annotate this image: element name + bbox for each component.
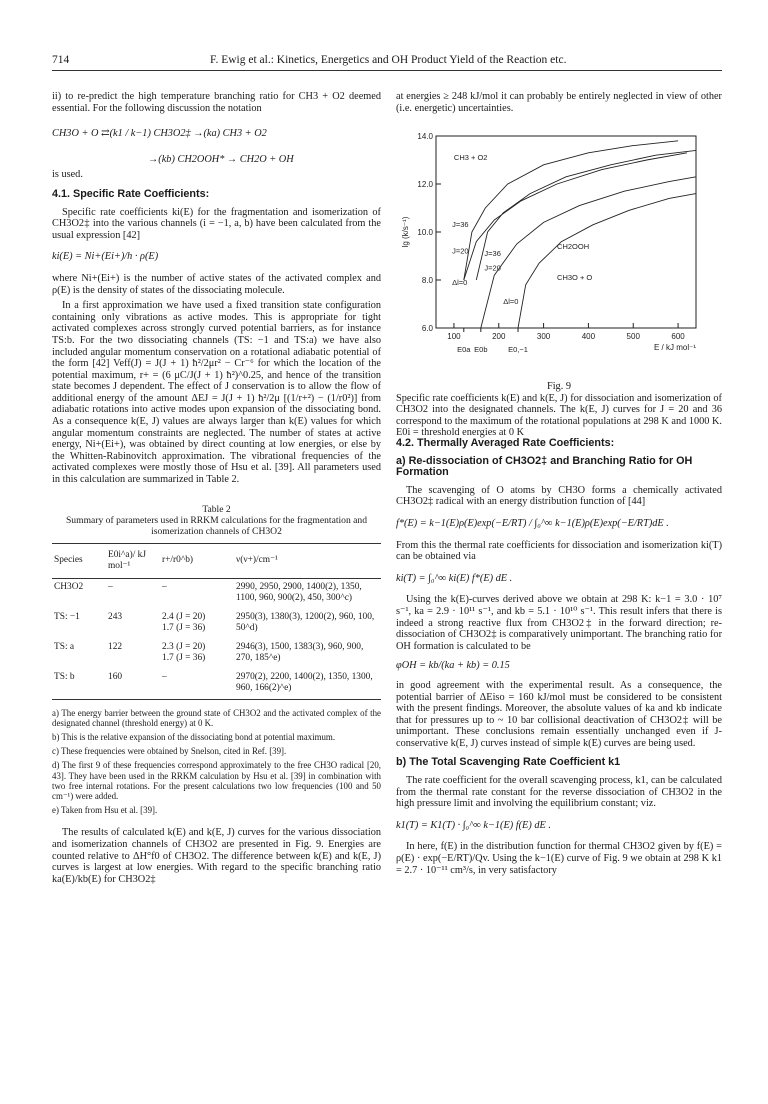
parameters-table <box>52 543 381 700</box>
x-tick-label: 300 <box>536 332 551 341</box>
y-tick-label: 12.0 <box>417 180 433 189</box>
paragraph: The results of calculated k(E) and k(E, J) curves for the various dissociation and isomerization channels of CH3O2 are presented in Fig. 9. Energies are counted relative to ΔH°f0 of CH3O2. The difference between k(E) and k(E, J) curves is largest at low energies. With regard to the specific branching ratio ka(E)/kb(E) for CH3O2‡ <box>52 827 381 885</box>
left-column <box>52 91 381 889</box>
threshold-label: E0,−1 <box>508 345 528 354</box>
page-number: 714 <box>52 54 70 66</box>
x-tick-label: 400 <box>581 332 596 341</box>
series-line <box>476 150 696 280</box>
table-cell: TS: −1 <box>54 611 80 622</box>
table-number: Table 2 <box>202 503 231 515</box>
curve-label: CH3 + O2 <box>453 153 488 162</box>
y-tick-label: 14.0 <box>417 132 433 141</box>
paragraph: Using the k(E)-curves derived above we obtain at 298 K: k−1 = 3.0 · 10⁷ s⁻¹, ka = 2.9 · 10¹¹ s⁻¹, and kb = 5.1 · 10¹⁰ s⁻¹. This result infers that there is indeed a strong reactive flux from CH3O2‡ in the forward direction; re-dissociation of CH3O2‡ is comparatively unimportant. The branching ratio for OH formation is calculated to be <box>396 594 722 652</box>
table-cell: 160 <box>106 669 160 700</box>
series-line <box>464 153 687 280</box>
paragraph: In here, f(E) in the distribution function for thermal CH3O2 given by f(E) = ρ(E) · exp(−E/RT)/Qv. Using the k−1(E) curve of Fig. 9 we obtain at 298 K k1 = 2.7 · 10⁻¹¹ cm³/s, in very satisfactory <box>396 841 722 876</box>
subsection-heading: a) Re-dissociation of CH3O2‡ and Branching Ratio for OH Formation <box>396 454 693 479</box>
formula-f-star: f*(E) = k−1(E)ρ(E)exp(−E/RT) / ∫₀^∞ k−1(E)ρ(E)exp(−E/RT)dE . <box>396 517 669 529</box>
series-line <box>464 141 678 280</box>
series-line <box>518 194 696 328</box>
x-axis-label: E / kJ mol⁻¹ <box>653 343 696 352</box>
table-title <box>52 504 381 537</box>
paragraph: From this the thermal rate coefficients for dissociation and isomerization ki(T) can be obtained via <box>396 539 722 563</box>
y-tick-label: 6.0 <box>421 324 433 333</box>
curve-label: Δl=0 <box>452 277 468 287</box>
figure-caption-text: Specific rate coefficients k(E) and k(E, J) for dissociation and isomerization of CH3O2 into the designated channels. The k(E, J) curves for J = 20 and 36 correspond to the maximum of the rotational populations at 298 K and 1000 K. E0i = threshold energies at 0 K <box>396 392 723 439</box>
paragraph: In a first approximation we have used a fixed transition state configuration containing only vibrations as active modes. This is appropriate for tight activated complexes across strongly curved potential barriers, as for instance TS:b. For the two dissociating channels (TS: −1 and TS:a) we have also included angular momentum conservation on a rotational adiabatic potential of the form [42] Veff(J) = J(J + 1) ħ²/2μr² − Cr⁻⁶ for which the location of the potential maximum, r+ = (6 μC/J(J + 1) ħ²)^0.25, and hence of the transition state becomes J dependent. The effect of J conservation is to allow the flow of additional energy of the amount ΔEJ = J(J + 1) ħ²/2μ [(1/r+²) − (1/r0²)] from adiabatic rotations into active modes upon expansion of the dissociating bond. As a consequence k(E, J) values are always larger than k(E) values for which angular momentum constraints are neglected. The number of states at active energy, Ni+(Ei+), was obtained by direct counting at low energies, or else by the Whitten-Rabinovitch approximation. The vibrational frequencies of the activated complexes were mostly those of Hsu et al. [39]. All parameters used in this calculation are summarized in Table 2. <box>52 300 381 486</box>
paragraph: The scavenging of O atoms by CH3O forms a chemically activated CH3O2‡ radical with an energy distribution function of [44] <box>396 484 722 508</box>
plot-frame <box>436 136 696 328</box>
table-cell: – <box>108 581 113 592</box>
table-cell: TS: b <box>52 669 106 700</box>
footnote: e) Taken from Hsu et al. [39]. <box>52 805 158 816</box>
footnote: c) These frequencies were obtained by Snelson, cited in Ref. [39]. <box>52 746 287 757</box>
figure-number: Fig. 9 <box>546 381 572 392</box>
table-cell: 122 <box>108 641 123 652</box>
table-cell: – <box>160 669 234 700</box>
paragraph: where Ni+(Ei+) is the number of active states of the activated complex and ρ(E) is the density of states of the dissociating molecule. <box>52 272 381 296</box>
formula-ki: ki(E) = Ni+(Ei+)/h · ρ(E) <box>52 251 159 263</box>
figure-9 <box>396 128 723 439</box>
table-cell: 2.4 (J = 20) 1.7 (J = 36) <box>162 611 206 633</box>
table-header: E0i^a)/ kJ mol⁻¹ <box>106 543 160 578</box>
table-cell: 2946(3), 1500, 1383(3), 960, 900, 270, 185^e) <box>236 641 364 663</box>
right-column <box>396 91 722 118</box>
table-cell: TS: a <box>54 641 75 652</box>
table-row <box>52 609 381 639</box>
table-cell: CH3O2 <box>54 581 84 592</box>
running-header <box>52 54 722 71</box>
table-row <box>52 669 381 700</box>
curve-label: J=36 <box>452 220 469 230</box>
curve-label: CH2OOH <box>557 241 590 251</box>
x-tick-label: 500 <box>626 332 640 341</box>
table-row <box>52 578 381 609</box>
reaction-scheme-line-2: →(kb) CH2OOH* → CH2O + OH <box>148 153 294 165</box>
reaction-scheme-line-1: CH3O + O ⇄(k1 / k−1) CH3O2‡ →(ka) CH3 + O2 <box>52 128 267 140</box>
table-caption: Summary of parameters used in RRKM calculations for the fragmentation and isomerization channels of CH3O2 <box>65 514 368 537</box>
footnote: d) The first 9 of these frequencies correspond approximately to the free CH3O radical [20, 43]. They have been used in the RRKM calculation by Hsu et al. [39] in combination with two free internal rotations. For the present calculations two low frequencies (100 and 50 cm⁻¹) were added. <box>52 760 381 802</box>
paragraph: ii) to re-predict the high temperature branching ratio for CH3 + O2 deemed essential. For the following discussion the notation <box>52 91 381 114</box>
threshold-label: E0a <box>457 345 471 354</box>
table-cell: 2970(2), 2200, 1400(2), 1350, 1300, 960, 166(2)^e) <box>234 669 381 700</box>
footnote: b) This is the relative expansion of the dissociating bond at potential maximum. <box>52 732 336 743</box>
table-row <box>52 639 381 669</box>
table-cell: 2990, 2950, 2900, 1400(2), 1350, 1100, 960, 900(2), 450, 300^c) <box>236 581 362 603</box>
x-tick-label: 200 <box>492 332 506 341</box>
footnote: a) The energy barrier between the ground state of CH3O2 and the activated complex of the designated channel (threshold energy) at 0 K. <box>52 707 381 728</box>
paragraph: at energies ≥ 248 kJ/mol it can probably be entirely neglected in view of other (i.e. energetic) uncertainties. <box>396 91 722 114</box>
threshold-label: E0b <box>474 345 488 354</box>
paragraph: The rate coefficient for the overall scavenging process, k1, can be calculated from the thermal rate constant for the reverse dissociation of CH3O2 in the high pressure limit and involving the equilibrium constant; viz. <box>396 775 722 810</box>
table-header: ν(ν+)/cm⁻¹ <box>234 543 381 578</box>
y-tick-label: 10.0 <box>417 228 433 237</box>
table-cell: 2950(3), 1380(3), 1200(2), 960, 100, 50^d) <box>236 611 375 633</box>
table-header: Species <box>52 543 106 578</box>
table-cell: 243 <box>108 611 123 622</box>
curve-label: J=20 <box>484 263 501 273</box>
section-heading: 4.2. Thermally Averaged Rate Coefficients: <box>396 437 615 449</box>
right-column-lower <box>396 430 722 880</box>
formula-ki-t: ki(T) = ∫₀^∞ ki(E) f*(E) dE . <box>396 572 513 584</box>
formula-phi-oh: φOH = kb/(ka + kb) = 0.15 <box>396 660 510 672</box>
curve-label: CH3O + O <box>557 273 593 282</box>
x-tick-label: 100 <box>447 332 461 341</box>
y-tick-label: 8.0 <box>421 276 433 285</box>
rate-coefficient-chart <box>396 128 722 372</box>
formula-k1: k1(T) = K1(T) · ∫₀^∞ k−1(E) f(E) dE . <box>396 819 551 831</box>
table-header: r+/r0^b) <box>160 543 234 578</box>
curve-label: Δl=0 <box>503 297 519 306</box>
table-footnotes <box>52 708 381 816</box>
paragraph: in good agreement with the experimental result. As a consequence, the potential barrier of ΔEiso = 160 kJ/mol must be considered to be consistent with the present findings. Moreover, the absolute values of ka and kb indicate that for pressures up to ~ 10 bar collisional deactivation of CH3O2‡ will be unimportant. These conclusions remain essentially unchanged even if J-conservative k(E, J) curves instead of simple k(E) curves are being used. <box>396 679 722 749</box>
section-heading: 4.1. Specific Rate Coefficients: <box>52 187 210 200</box>
table-cell: 2.3 (J = 20) 1.7 (J = 36) <box>162 641 206 663</box>
running-title: F. Ewig et al.: Kinetics, Energetics and OH Product Yield of the Reaction etc. <box>210 54 567 66</box>
curve-label: J=36 <box>484 249 501 258</box>
paragraph: is used. <box>52 169 83 181</box>
paragraph: Specific rate coefficients ki(E) for the fragmentation and isomerization of CH3O2‡ into the various channels (i = −1, a, b) have been calculated from the usual expression [42] <box>52 206 381 241</box>
subsection-heading: b) The Total Scavenging Rate Coefficient k1 <box>396 756 621 769</box>
curve-label: J=20 <box>452 246 469 256</box>
y-axis-label: lg (k/s⁻¹) <box>401 216 410 248</box>
x-tick-label: 600 <box>671 332 685 341</box>
table-cell: – <box>162 581 167 592</box>
